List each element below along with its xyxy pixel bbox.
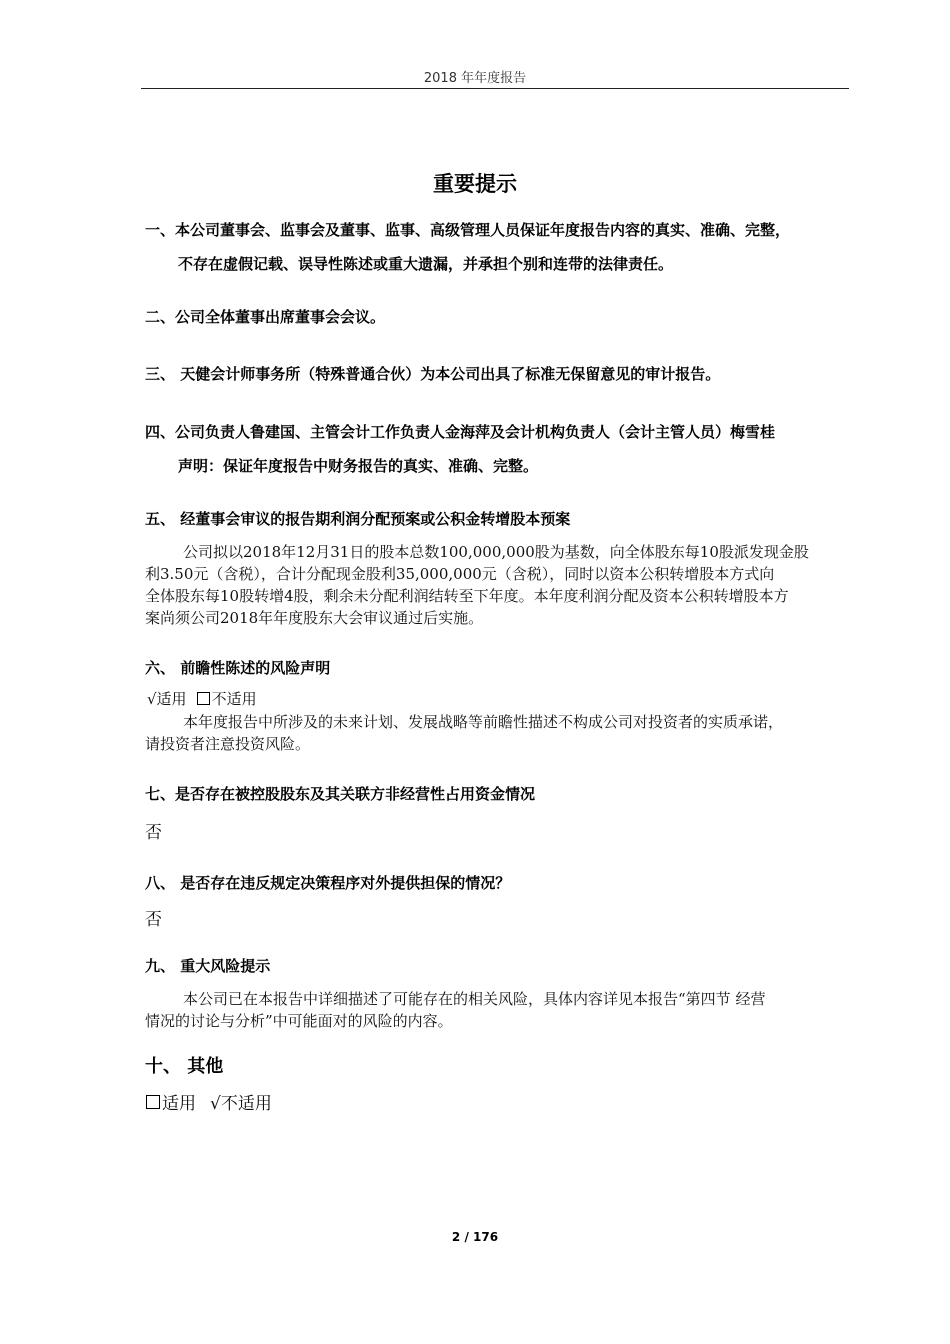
item-9-body-line: 情况的讨论与分析”中可能面对的风险的内容。 [145,1012,453,1030]
running-header: 2018 年年度报告 [423,71,527,86]
not-applicable-checked-option: √不适用 [210,1094,272,1114]
item-9-body-line: 本公司已在本报告中详细描述了可能存在的相关风险，具体内容详见本报告“第四节 经营 [183,990,766,1008]
applicable-checked-option: √适用 [147,690,187,708]
item-5-body-line: 利3.50元（含税），合计分配现金股利35,000,000元（含税），同时以资本公积转增股本方式向 [145,565,775,583]
item-5-body-line: 全体股东每10股转增4股，剩余未分配利润结转至下年度。本年度利润分配及资本公积转增股本方 [145,587,789,605]
checkbox-icon [146,1095,160,1109]
page-title: 重要提示 [433,172,517,196]
header-divider [141,88,849,89]
item-10-heading: 十、 其他 [145,1056,224,1077]
item-5-heading: 五、 经董事会审议的报告期利润分配预案或公积金转增股本预案 [145,510,571,528]
item-4-line-2: 声明：保证年度报告中财务报告的真实、准确、完整。 [178,457,539,475]
item-6-heading: 六、 前瞻性陈述的风险声明 [145,659,331,677]
item-2: 二、公司全体董事出席董事会会议。 [145,308,386,326]
item-1-line-1: 一、本公司董事会、监事会及董事、监事、高级管理人员保证年度报告内容的真实、准确、完整， [145,221,791,239]
item-6-body-line: 本年度报告中所涉及的未来计划、发展战略等前瞻性描述不构成公司对投资者的实质承诺， [183,713,784,731]
item-8-answer: 否 [145,910,162,930]
item-10-options [146,1089,272,1114]
item-7-heading: 七、是否存在被控股股东及其关联方非经营性占用资金情况 [145,785,536,803]
item-7-answer: 否 [145,823,162,843]
item-6-body-line: 请投资者注意投资风险。 [145,735,311,753]
item-5-body-line: 案尚须公司2018年年度股东大会审议通过后实施。 [145,609,484,627]
page-number: 2 / 176 [451,1230,499,1244]
item-5-body-line: 公司拟以2018年12月31日的股本总数100,000,000股为基数，向全体股东每10股派发现金股 [183,543,809,561]
applicable-option: 适用 [162,1094,196,1114]
item-1-line-2: 不存在虚假记载、误导性陈述或重大遗漏，并承担个别和连带的法律责任。 [178,255,674,273]
not-applicable-option: 不适用 [211,690,257,708]
item-3: 三、 天健会计师事务所（特殊普通合伙）为本公司出具了标准无保留意见的审计报告。 [145,365,721,383]
checkbox-icon [197,692,210,705]
item-8-heading: 八、 是否存在违反规定决策程序对外提供担保的情况？ [145,874,511,892]
item-4-line-1: 四、公司负责人鲁建国、主管会计工作负责人金海萍及会计机构负责人（会计主管人员）梅雪桂 [145,423,776,441]
item-9-heading: 九、 重大风险提示 [145,957,271,975]
item-6-options [147,688,257,709]
